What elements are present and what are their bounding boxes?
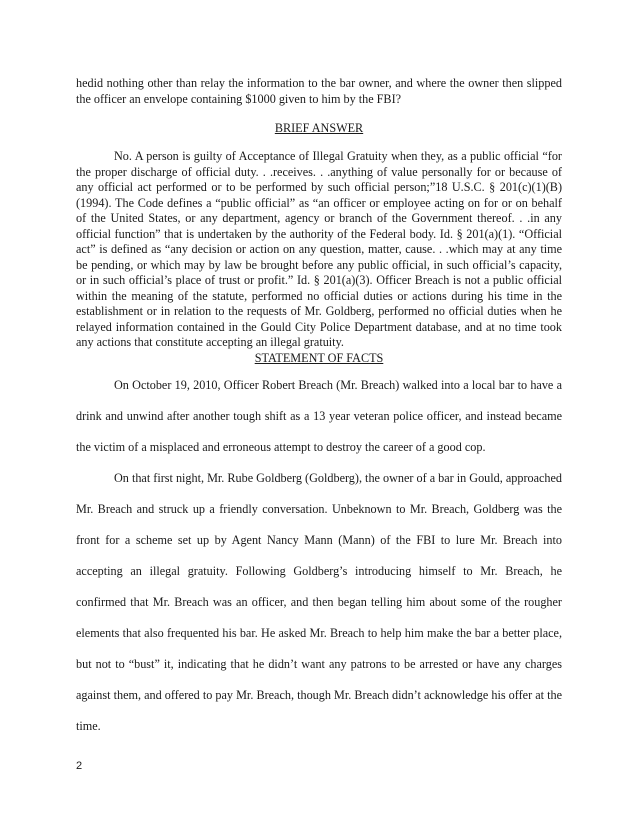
statement-of-facts-section (76, 370, 562, 742)
brief-answer-heading: BRIEF ANSWER (274, 121, 364, 135)
brief-answer-paragraph: No. A person is guilty of Acceptance of Illegal Gratuity when they, as a public official “for the proper discharge of official duty. . .receives. . .anything of value personally for or because of any official act performed or to be performed by such official person;”18 U.S.C. § 201(c)(1)(B) (1994). The Code defines a “public official” as “an officer or employee acting on for or on behalf of the United States, or any department, agency or branch of the Government thereof. . .in any official function” that is undertaken by the authority of the Federal body. Id. § 201(a)(1). “Official act” is defined as “any decision or action on any question, matter, cause. . .which may at any time be pending, or which may by law be brought before any public official, in such official’s capacity, or in such official’s place of trust or profit.” Id. § 201(a)(3). Officer Breach is not a public official within the meaning of the statute, performed no official duties or actions during his time in the establishment or in relation to the requests of Mr. Goldberg, performed no official duties when he relayed information contained in the Gould City Police Department database, and at no time took any actions that constitute accepting an illegal gratuity. (76, 149, 562, 349)
intro-paragraph-text: hedid nothing other than relay the information to the bar owner, and where the owner then slipped the officer an envelope containing $1000 given to him by the FBI? (76, 76, 562, 106)
page-number: 2 (76, 760, 83, 772)
brief-answer-section (76, 149, 562, 351)
intro-paragraph (76, 76, 562, 107)
statement-of-facts-heading: STATEMENT OF FACTS (254, 351, 384, 365)
facts-paragraph: On October 19, 2010, Officer Robert Breach (Mr. Breach) walked into a local bar to have a drink and unwind after another tough shift as a 13 year veteran police officer, and instead became the victim of a misplaced and erroneous attempt to destroy the career of a good cop. (76, 378, 562, 454)
facts-paragraph: On that first night, Mr. Rube Goldberg (Goldberg), the owner of a bar in Gould, approached Mr. Breach and struck up a friendly conversation. Unbeknown to Mr. Breach, Goldberg was the front for a scheme set up by Agent Nancy Mann (Mann) of the FBI to lure Mr. Breach into accepting an illegal gratuity. Following Goldberg’s introducing himself to Mr. Breach, he confirmed that Mr. Breach was an officer, and then began telling him about some of the rougher elements that also frequented his bar. He asked Mr. Breach to help him make the bar a better place, but not to “bust” it, indicating that he didn’t want any patrons to be arrested or have any charges against them, and offered to pay Mr. Breach, though Mr. Breach didn’t acknowledge his offer at the time. (76, 471, 563, 733)
